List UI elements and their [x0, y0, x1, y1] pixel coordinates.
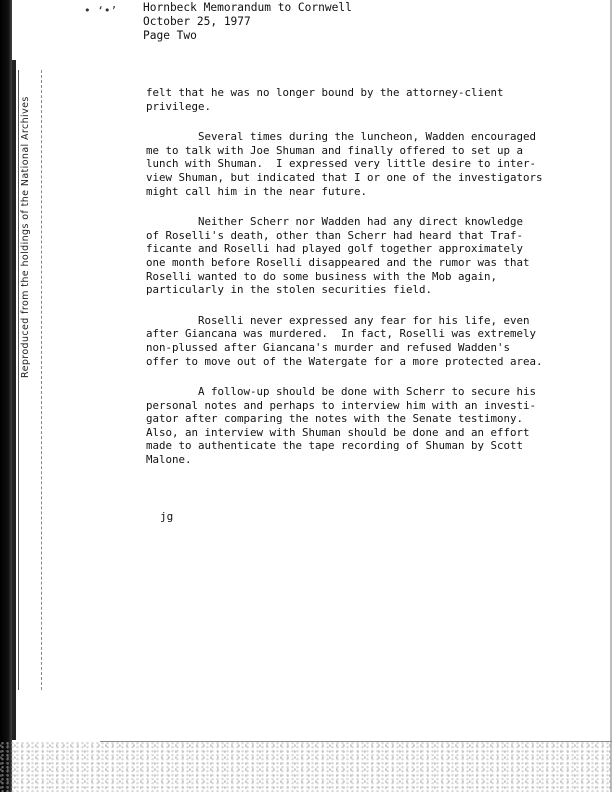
scan-border-shadow [12, 60, 16, 740]
header-date: October 25, 1977 [143, 15, 251, 28]
paragraph: Neither Scherr nor Wadden had any direct knowledge of Roselli's death, other than Scherr had heard that Traf- ficante and Roselli had played golf together approximately one month before Roselli disappeared and the rumor was that Roselli wanted to do some business with the Mob again, particularly in the stolen securities field. [146, 215, 530, 297]
typist-initials: jg [160, 510, 174, 523]
archive-stamp: Reproduced from the holdings of the National Archives [20, 96, 31, 378]
header-page: Page Two [143, 29, 197, 42]
memo-header [143, 1, 352, 43]
memo-body [146, 86, 606, 484]
header-title: Hornbeck Memorandum to Cornwell [143, 1, 352, 14]
paragraph: felt that he was no longer bound by the attorney-client privilege. [146, 86, 504, 113]
top-margin-marks: • ‘•’ [84, 4, 118, 17]
scan-noise-bottom [0, 742, 612, 792]
scan-border-left [0, 0, 12, 792]
paragraph: Roselli never expressed any fear for his life, even after Giancana was murdered. In fact, Roselli was extremely non-plussed after Giancana's murder and refused Wadden's offer to move out of the Watergate for a more protected area. [146, 313, 543, 368]
paragraph: A follow-up should be done with Scherr to secure his personal notes and perhaps to interview him with an investi- gator after comparing the notes with the Senate testimony. Also, an interview with Shuman should be done and an effort made to authenticate the tape recording of Shuman by Scott Malone. [146, 385, 537, 467]
paragraph: Several times during the luncheon, Wadden encouraged me to talk with Joe Shuman and finally offered to set up a lunch with Shuman. I expressed very little desire to inter- view Shuman, but indicated that I or one of the investigators might call him in the near future. [146, 130, 543, 198]
